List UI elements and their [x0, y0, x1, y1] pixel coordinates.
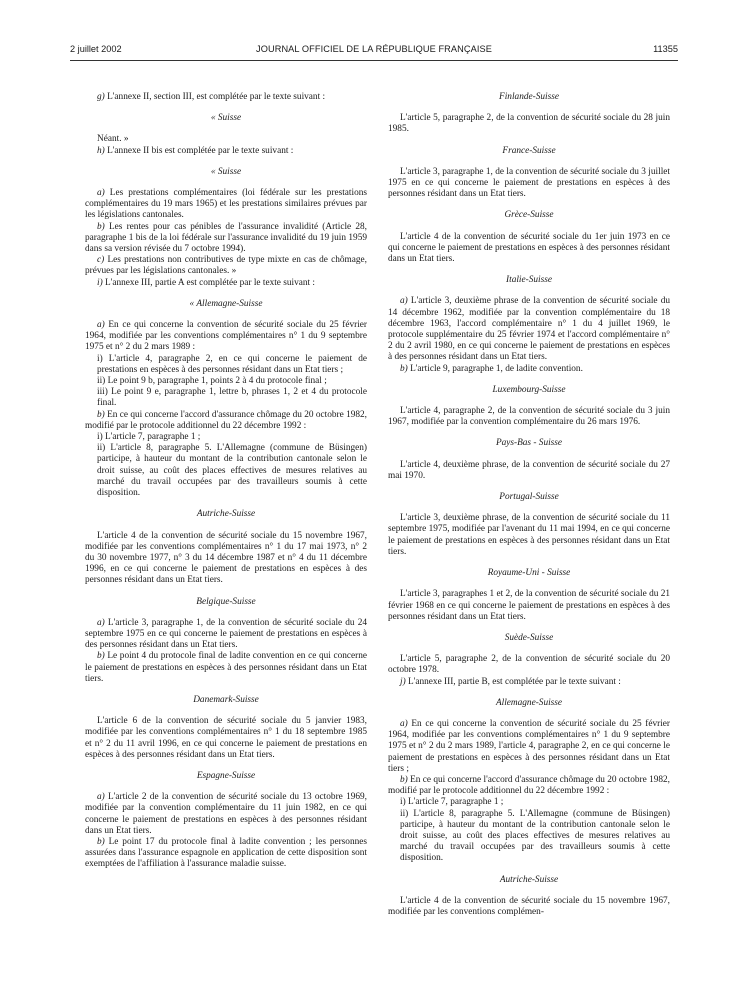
paragraph-espagne-b: b) Le point 17 du protocole final à ladite convention ; les personnes assurées dans l'assurance espagnole en application de cette disposition sont exemptées de l'affiliation à l'assurance maladie suisse. — [85, 836, 367, 870]
paragraph-royaume-uni: L'article 3, paragraphes 1 et 2, de la convention de sécurité sociale du 21 février 1968 en ce qui concerne le paiement de prestations en espèces à des personnes résidant dans un Etat tiers. — [388, 589, 670, 622]
paragraph-finlande: L'article 5, paragraphe 2, de la convention de sécurité sociale du 28 juin 1985. — [388, 113, 670, 135]
item-allemagne-b-ii: ii) L'article 8, paragraphe 5. L'Allemagne (commune de Büsingen) participe, à hauteur du montant de la contribution cantonale selon le droit suisse, au coût des places effectives de mesures relatives au marché du travail occupées par des travailleurs soumis à cette disposition. — [97, 443, 367, 499]
paragraph-paysbas: L'article 4, deuxième phrase, de la convention de sécurité sociale du 27 mai 1970. — [388, 459, 670, 481]
paragraph-italie-b: b) L'article 9, paragraphe 1, de ladite convention. — [400, 363, 583, 374]
heading-allemagne-suisse-b: Allemagne-Suisse — [495, 697, 563, 708]
paragraph-belgique-b: b) Le point 4 du protocole final de ladite convention en ce qui concerne le paiement de prestations en espèces à des personnes résidant dans un Etat tiers. — [85, 651, 367, 684]
paragraph-danemark: L'article 6 de la convention de sécurité sociale du 5 janvier 1983, modifiée par les conventions complémentaires n° 1 du 18 septembre 1985 et n° 2 du 11 avril 1996, en ce qui concerne le paiement de prestations en espèces à des personnes résidant dans un Etat tiers. — [85, 716, 367, 760]
page-header — [70, 44, 678, 58]
paragraph-h: h) L'annexe II bis est complétée par le texte suivant : — [97, 145, 294, 156]
page-number: 11355 — [653, 44, 678, 54]
heading-royaume-uni-suisse: Royaume-Uni - Suisse — [487, 568, 571, 579]
heading-suede-suisse: Suède-Suisse — [504, 632, 554, 643]
journal-title: JOURNAL OFFICIEL DE LA RÉPUBLIQUE FRANÇAISE — [256, 44, 492, 54]
item-allemagne2-b-ii: ii) L'article 8, paragraphe 5. L'Allemagne (commune de Büsingen) participe, à hauteur du montant de la contribution cantonale selon le droit suisse, au coût des places effectives de mesures relatives au marché du travail occupées par des travailleurs soumis à cette disposition. — [400, 808, 670, 864]
item-allemagne-a-ii: ii) Le point 9 b, paragraphe 1, points 2 à 4 du protocole final ; — [97, 376, 327, 387]
header-rule — [70, 60, 678, 61]
paragraph-italie-a: a) L'article 3, deuxième phrase de la convention de sécurité sociale du 14 décembre 1962, modifiée par la convention complémentaire du 18 décembre 1963, l'accord complémentaire n° 1 du 4 juillet 1969, le protocole supplémentaire du 25 février 1974 et l'accord complémentaire n° 2 du 2 avril 1980, en ce qui concerne le paiement de prestations en espèces à des personnes résidant dans un Etat tiers. — [388, 296, 670, 363]
heading-autriche-suisse-b: Autriche-Suisse — [499, 874, 559, 885]
heading-suisse-2: « Suisse — [210, 166, 242, 177]
heading-finlande-suisse: Finlande-Suisse — [499, 92, 559, 102]
right-column — [388, 92, 670, 918]
paragraph-belgique-a: a) L'article 3, paragraphe 1, de la convention de sécurité sociale du 24 septembre 1975 en ce qui concerne le paiement de prestations en espèces à des personnes résidant dans un Etat tiers. — [85, 617, 368, 651]
paragraph-autriche: L'article 4 de la convention de sécurité sociale du 15 novembre 1967, modifiée par les conventions complémentaires n° 1 du 17 mai 1973, n° 2 du 30 novembre 1977, n° 3 du 14 décembre 1987 et n° 4 du 11 décembre 1996, en ce qui concerne le paiement de prestations en espèces à des personnes résidant dans un Etat tiers. — [85, 530, 367, 586]
paragraph-neant: Néant. » — [97, 134, 129, 145]
paragraph-allemagne-b: b) En ce qui concerne l'accord d'assurance chômage du 20 octobre 1982, modifié par le protocole additionnel du 22 décembre 1992 : — [85, 409, 368, 431]
heading-belgique-suisse: Belgique-Suisse — [196, 596, 256, 607]
heading-danemark-suisse: Danemark-Suisse — [193, 694, 259, 705]
heading-italie-suisse: Italie-Suisse — [506, 275, 552, 286]
paragraph-grece: L'article 4 de la convention de sécurité sociale du 1er juin 1973 en ce qui concerne le paiement de prestations en espèces à des personnes résidant dans un Etat tiers. — [388, 231, 670, 265]
item-allemagne2-b-i: i) L'article 7, paragraphe 1 ; — [400, 797, 504, 808]
paragraph-luxembourg: L'article 4, paragraphe 2, de la convention de sécurité sociale du 3 juin 1967, modifiée par la convention complémentaire du 26 mars 1976. — [388, 406, 670, 428]
heading-espagne-suisse: Espagne-Suisse — [196, 770, 256, 781]
heading-paysbas-suisse: Pays-Bas - Suisse — [495, 438, 563, 449]
heading-portugal-suisse: Portugal-Suisse — [499, 492, 559, 503]
paragraph-espagne-a: a) L'article 2 de la convention de sécurité sociale du 13 octobre 1969, modifiée par la convention complémentaire du 11 juin 1982, en ce qui concerne le paiement de prestations en espèces à des personnes résidant dans un Etat tiers. — [85, 792, 367, 836]
item-allemagne-a-i: i) L'article 4, paragraphe 2, en ce qui concerne le paiement de prestations en espèces à des personnes résidant dans un Etat tiers ; — [97, 353, 367, 375]
paragraph-allemagne-a: a) En ce qui concerne la convention de sécurité sociale du 25 février 1964, modifiée par les conventions complémentaires n° 1 du 9 septembre 1975 et n° 2 du 2 mars 1989 : — [85, 320, 368, 353]
paragraph-h-b: b) Les rentes pour cas pénibles de l'assurance invalidité (Article 28, paragraphe 1 bis de la loi fédérale sur l'assurance invalidité du 19 juin 1959 dans sa version révisée du 7 octobre 1994). — [85, 221, 368, 255]
paragraph-allemagne2-b: b) En ce qui concerne l'accord d'assurance chômage du 20 octobre 1982, modifié par le protocole additionnel du 22 décembre 1992 : — [388, 774, 671, 797]
heading-grece-suisse: Grèce-Suisse — [504, 210, 554, 221]
paragraph-suede: L'article 5, paragraphe 2, de la convention de sécurité sociale du 20 octobre 1978. — [388, 654, 670, 676]
paragraph-h-c: c) Les prestations non contributives de type mixte en cas de chômage, prévues par les législations cantonales. » — [85, 255, 368, 277]
heading-suisse: « Suisse — [210, 113, 242, 124]
heading-allemagne-suisse: « Allemagne-Suisse — [189, 298, 263, 309]
heading-autriche-suisse: Autriche-Suisse — [196, 509, 256, 520]
paragraph-portugal: L'article 3, deuxième phrase, de la convention de sécurité sociale du 11 septembre 1975, modifiée par l'avenant du 11 mai 1994, en ce qui concerne le paiement de prestations en espèces à des personnes résidant dans un Etat tiers. — [388, 513, 670, 557]
heading-luxembourg-suisse: Luxembourg-Suisse — [492, 384, 566, 395]
paragraph-i: i) L'annexe III, partie A est complétée par le texte suivant : — [97, 277, 316, 288]
paragraph-g: g) L'annexe II, section III, est complétée par le texte suivant : — [97, 92, 326, 102]
heading-france-suisse: France-Suisse — [502, 145, 556, 156]
paragraph-h-a: a) Les prestations complémentaires (loi fédérale sur les prestations complémentaires du 19 mars 1965) et les prestations similaires prévues par les législations cantonales. — [85, 188, 367, 221]
paragraph-j: j) L'annexe III, partie B, est complétée par le texte suivant : — [400, 676, 621, 687]
item-allemagne-a-iii: iii) Le point 9 e, paragraphe 1, lettre b, phrases 1, 2 et 4 du protocole final. — [97, 387, 367, 409]
issue-date: 2 juillet 2002 — [70, 44, 122, 54]
paragraph-allemagne2-a: a) En ce qui concerne la convention de sécurité sociale du 25 février 1964, modifiée par les conventions complémentaires n° 1 du 9 septembre 1975 et n° 2 du 2 mars 1989, l'article 4, paragraphe 2, en ce qui concerne le paiement de prestations en espèces à des personnes résidant dans un Etat tiers ; — [388, 718, 671, 774]
left-column — [85, 92, 367, 871]
paragraph-france: L'article 3, paragraphe 1, de la convention de sécurité sociale du 3 juillet 1975 en ce qui concerne le paiement de prestations en espèces à des personnes résidant dans un Etat tiers. — [388, 166, 670, 200]
item-allemagne-b-i: i) L'article 7, paragraphe 1 ; — [97, 432, 201, 443]
paragraph-autriche2: L'article 4 de la convention de sécurité sociale du 15 novembre 1967, modifiée par les conventions complémen- — [388, 895, 670, 917]
